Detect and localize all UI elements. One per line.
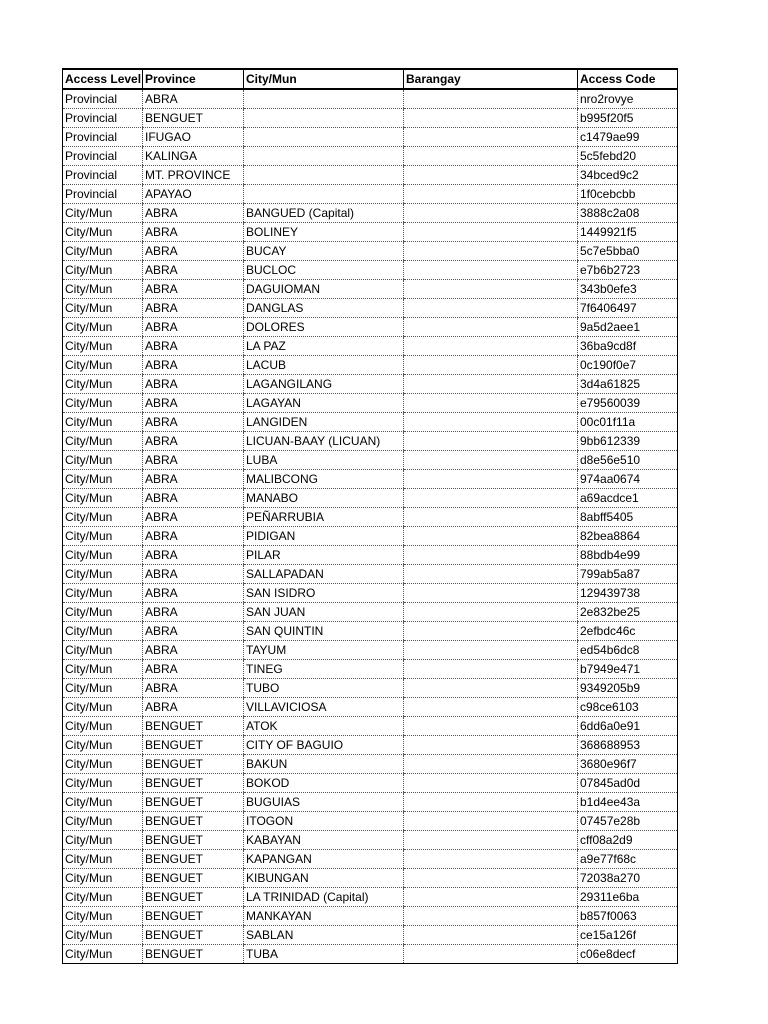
header-access-code: Access Code xyxy=(578,69,678,89)
cell-access-code: 36ba9cd8f xyxy=(578,337,678,356)
cell-barangay xyxy=(404,489,578,508)
table-row xyxy=(63,337,678,356)
cell-city-mun: BUCAY xyxy=(244,242,404,261)
table-row xyxy=(63,166,678,185)
cell-province: ABRA xyxy=(143,679,244,698)
header-province: Province xyxy=(143,69,244,89)
cell-access-code: 9349205b9 xyxy=(578,679,678,698)
cell-barangay xyxy=(404,907,578,926)
cell-barangay xyxy=(404,869,578,888)
cell-access-level: City/Mun xyxy=(63,584,143,603)
table-row xyxy=(63,831,678,850)
cell-access-level: City/Mun xyxy=(63,793,143,812)
cell-city-mun: SABLAN xyxy=(244,926,404,945)
cell-barangay xyxy=(404,641,578,660)
cell-access-code: ce15a126f xyxy=(578,926,678,945)
table-row xyxy=(63,527,678,546)
cell-access-code: a69acdce1 xyxy=(578,489,678,508)
cell-access-level: Provincial xyxy=(63,166,143,185)
cell-access-code: 07457e28b xyxy=(578,812,678,831)
cell-access-code: 7f6406497 xyxy=(578,299,678,318)
cell-access-level: City/Mun xyxy=(63,261,143,280)
cell-access-code: 72038a270 xyxy=(578,869,678,888)
cell-barangay xyxy=(404,356,578,375)
table-row xyxy=(63,622,678,641)
cell-access-code: b7949e471 xyxy=(578,660,678,679)
cell-barangay xyxy=(404,470,578,489)
cell-province: ABRA xyxy=(143,584,244,603)
table-row xyxy=(63,508,678,527)
cell-barangay xyxy=(404,337,578,356)
cell-access-code: 0c190f0e7 xyxy=(578,356,678,375)
table-row xyxy=(63,280,678,299)
cell-city-mun: BUCLOC xyxy=(244,261,404,280)
cell-city-mun: TUBO xyxy=(244,679,404,698)
cell-barangay xyxy=(404,508,578,527)
cell-access-level: City/Mun xyxy=(63,318,143,337)
cell-province: BENGUET xyxy=(143,945,244,964)
cell-access-level: City/Mun xyxy=(63,204,143,223)
cell-access-code: ed54b6dc8 xyxy=(578,641,678,660)
cell-barangay xyxy=(404,926,578,945)
cell-access-level: Provincial xyxy=(63,147,143,166)
cell-province: ABRA xyxy=(143,603,244,622)
cell-province: ABRA xyxy=(143,622,244,641)
table-row xyxy=(63,299,678,318)
table-row xyxy=(63,375,678,394)
cell-access-level: City/Mun xyxy=(63,641,143,660)
cell-access-code: e79560039 xyxy=(578,394,678,413)
cell-province: ABRA xyxy=(143,508,244,527)
cell-city-mun: LACUB xyxy=(244,356,404,375)
cell-province: ABRA xyxy=(143,451,244,470)
cell-access-code: 2efbdc46c xyxy=(578,622,678,641)
table-row xyxy=(63,736,678,755)
cell-barangay xyxy=(404,299,578,318)
cell-access-code: c1479ae99 xyxy=(578,128,678,147)
cell-city-mun: LAGANGILANG xyxy=(244,375,404,394)
cell-access-code: c98ce6103 xyxy=(578,698,678,717)
cell-province: BENGUET xyxy=(143,831,244,850)
cell-province: ABRA xyxy=(143,299,244,318)
cell-access-level: City/Mun xyxy=(63,565,143,584)
cell-access-level: City/Mun xyxy=(63,831,143,850)
cell-city-mun: BOKOD xyxy=(244,774,404,793)
cell-access-code: 974aa0674 xyxy=(578,470,678,489)
cell-city-mun: DOLORES xyxy=(244,318,404,337)
cell-access-level: City/Mun xyxy=(63,926,143,945)
cell-city-mun: ATOK xyxy=(244,717,404,736)
cell-access-level: Provincial xyxy=(63,109,143,128)
cell-province: ABRA xyxy=(143,318,244,337)
table-row xyxy=(63,185,678,204)
table-row xyxy=(63,128,678,147)
cell-province: BENGUET xyxy=(143,717,244,736)
table-row xyxy=(63,546,678,565)
cell-city-mun: LA PAZ xyxy=(244,337,404,356)
cell-access-level: City/Mun xyxy=(63,451,143,470)
cell-access-code: b995f20f5 xyxy=(578,109,678,128)
table-row xyxy=(63,242,678,261)
table-row xyxy=(63,89,678,109)
cell-city-mun: TINEG xyxy=(244,660,404,679)
cell-city-mun: BUGUIAS xyxy=(244,793,404,812)
cell-access-level: City/Mun xyxy=(63,812,143,831)
cell-access-code: 82bea8864 xyxy=(578,527,678,546)
table-row xyxy=(63,223,678,242)
cell-barangay xyxy=(404,622,578,641)
header-city-mun: City/Mun xyxy=(244,69,404,89)
cell-city-mun: LANGIDEN xyxy=(244,413,404,432)
cell-access-level: Provincial xyxy=(63,89,143,109)
cell-access-code: 3d4a61825 xyxy=(578,375,678,394)
cell-barangay xyxy=(404,565,578,584)
access-code-table xyxy=(62,68,678,964)
cell-access-level: City/Mun xyxy=(63,280,143,299)
cell-access-code: 129439738 xyxy=(578,584,678,603)
cell-city-mun: LUBA xyxy=(244,451,404,470)
table-row xyxy=(63,204,678,223)
header-barangay: Barangay xyxy=(404,69,578,89)
cell-access-code: e7b6b2723 xyxy=(578,261,678,280)
cell-access-level: Provincial xyxy=(63,185,143,204)
cell-access-code: 1f0cebcbb xyxy=(578,185,678,204)
cell-access-level: City/Mun xyxy=(63,755,143,774)
table-row xyxy=(63,698,678,717)
table-row xyxy=(63,565,678,584)
cell-barangay xyxy=(404,147,578,166)
cell-barangay xyxy=(404,242,578,261)
cell-barangay xyxy=(404,109,578,128)
cell-province: ABRA xyxy=(143,660,244,679)
cell-province: BENGUET xyxy=(143,869,244,888)
cell-city-mun: DAGUIOMAN xyxy=(244,280,404,299)
table-row xyxy=(63,470,678,489)
cell-city-mun: BAKUN xyxy=(244,755,404,774)
cell-city-mun: PILAR xyxy=(244,546,404,565)
cell-access-code: 799ab5a87 xyxy=(578,565,678,584)
cell-access-code: 2e832be25 xyxy=(578,603,678,622)
cell-access-code: nro2rovye xyxy=(578,89,678,109)
cell-city-mun: TUBA xyxy=(244,945,404,964)
cell-access-level: City/Mun xyxy=(63,698,143,717)
cell-province: ABRA xyxy=(143,242,244,261)
cell-province: ABRA xyxy=(143,641,244,660)
cell-province: ABRA xyxy=(143,375,244,394)
cell-barangay xyxy=(404,128,578,147)
cell-access-code: a9e77f68c xyxy=(578,850,678,869)
table-row xyxy=(63,945,678,964)
cell-access-level: City/Mun xyxy=(63,413,143,432)
table-row xyxy=(63,907,678,926)
table-row xyxy=(63,584,678,603)
cell-barangay xyxy=(404,89,578,109)
cell-province: ABRA xyxy=(143,527,244,546)
cell-city-mun: MANKAYAN xyxy=(244,907,404,926)
cell-access-level: City/Mun xyxy=(63,394,143,413)
cell-barangay xyxy=(404,812,578,831)
cell-access-code: c06e8decf xyxy=(578,945,678,964)
table-row xyxy=(63,888,678,907)
cell-access-code: 3680e96f7 xyxy=(578,755,678,774)
cell-province: ABRA xyxy=(143,337,244,356)
cell-city-mun: LAGAYAN xyxy=(244,394,404,413)
cell-access-code: b857f0063 xyxy=(578,907,678,926)
cell-city-mun: SAN ISIDRO xyxy=(244,584,404,603)
cell-barangay xyxy=(404,261,578,280)
cell-access-level: City/Mun xyxy=(63,622,143,641)
cell-access-level: City/Mun xyxy=(63,907,143,926)
cell-city-mun: SAN JUAN xyxy=(244,603,404,622)
cell-city-mun: KABAYAN xyxy=(244,831,404,850)
cell-access-level: City/Mun xyxy=(63,717,143,736)
cell-city-mun xyxy=(244,185,404,204)
cell-access-code: 1449921f5 xyxy=(578,223,678,242)
cell-province: ABRA xyxy=(143,565,244,584)
cell-access-level: City/Mun xyxy=(63,679,143,698)
header-row xyxy=(63,69,678,89)
cell-access-level: City/Mun xyxy=(63,242,143,261)
cell-barangay xyxy=(404,774,578,793)
cell-city-mun: BOLINEY xyxy=(244,223,404,242)
cell-province: BENGUET xyxy=(143,907,244,926)
table-row xyxy=(63,850,678,869)
cell-access-level: City/Mun xyxy=(63,888,143,907)
header-access-level: Access Level xyxy=(63,69,143,89)
cell-city-mun: SALLAPADAN xyxy=(244,565,404,584)
cell-city-mun: KIBUNGAN xyxy=(244,869,404,888)
cell-barangay xyxy=(404,223,578,242)
table-row xyxy=(63,812,678,831)
cell-barangay xyxy=(404,888,578,907)
cell-province: MT. PROVINCE xyxy=(143,166,244,185)
table-row xyxy=(63,641,678,660)
cell-barangay xyxy=(404,451,578,470)
table-row xyxy=(63,451,678,470)
cell-province: ABRA xyxy=(143,261,244,280)
cell-barangay xyxy=(404,204,578,223)
cell-access-code: 29311e6ba xyxy=(578,888,678,907)
cell-access-level: City/Mun xyxy=(63,337,143,356)
cell-province: BENGUET xyxy=(143,812,244,831)
cell-province: BENGUET xyxy=(143,109,244,128)
cell-province: ABRA xyxy=(143,394,244,413)
cell-province: BENGUET xyxy=(143,793,244,812)
cell-access-code: 3888c2a08 xyxy=(578,204,678,223)
cell-province: BENGUET xyxy=(143,888,244,907)
cell-access-level: City/Mun xyxy=(63,432,143,451)
cell-access-code: 5c5febd20 xyxy=(578,147,678,166)
cell-province: ABRA xyxy=(143,413,244,432)
table-row xyxy=(63,717,678,736)
cell-access-code: b1d4ee43a xyxy=(578,793,678,812)
table-row xyxy=(63,432,678,451)
cell-access-code: d8e56e510 xyxy=(578,451,678,470)
cell-access-level: City/Mun xyxy=(63,546,143,565)
cell-city-mun: ITOGON xyxy=(244,812,404,831)
cell-city-mun: MALIBCONG xyxy=(244,470,404,489)
cell-province: KALINGA xyxy=(143,147,244,166)
cell-access-code: 368688953 xyxy=(578,736,678,755)
cell-province: APAYAO xyxy=(143,185,244,204)
table-row xyxy=(63,603,678,622)
cell-access-level: City/Mun xyxy=(63,375,143,394)
cell-barangay xyxy=(404,793,578,812)
cell-barangay xyxy=(404,603,578,622)
cell-province: IFUGAO xyxy=(143,128,244,147)
table-row xyxy=(63,147,678,166)
cell-access-level: City/Mun xyxy=(63,660,143,679)
table-row xyxy=(63,774,678,793)
cell-province: ABRA xyxy=(143,223,244,242)
cell-city-mun xyxy=(244,147,404,166)
cell-city-mun: DANGLAS xyxy=(244,299,404,318)
cell-access-level: City/Mun xyxy=(63,223,143,242)
cell-barangay xyxy=(404,679,578,698)
cell-access-level: City/Mun xyxy=(63,736,143,755)
cell-province: BENGUET xyxy=(143,774,244,793)
table-row xyxy=(63,318,678,337)
table-row xyxy=(63,755,678,774)
cell-barangay xyxy=(404,755,578,774)
cell-province: BENGUET xyxy=(143,850,244,869)
table-row xyxy=(63,394,678,413)
cell-barangay xyxy=(404,850,578,869)
cell-city-mun: LICUAN-BAAY (LICUAN) xyxy=(244,432,404,451)
table-row xyxy=(63,679,678,698)
table-row xyxy=(63,793,678,812)
cell-access-level: City/Mun xyxy=(63,489,143,508)
cell-barangay xyxy=(404,318,578,337)
cell-city-mun: VILLAVICIOSA xyxy=(244,698,404,717)
cell-barangay xyxy=(404,831,578,850)
cell-access-code: 343b0efe3 xyxy=(578,280,678,299)
table-row xyxy=(63,109,678,128)
cell-access-code: 07845ad0d xyxy=(578,774,678,793)
cell-city-mun xyxy=(244,89,404,109)
cell-city-mun: LA TRINIDAD (Capital) xyxy=(244,888,404,907)
cell-province: ABRA xyxy=(143,432,244,451)
cell-barangay xyxy=(404,660,578,679)
cell-province: ABRA xyxy=(143,204,244,223)
cell-barangay xyxy=(404,584,578,603)
cell-access-level: City/Mun xyxy=(63,850,143,869)
cell-barangay xyxy=(404,546,578,565)
cell-barangay xyxy=(404,717,578,736)
access-code-sheet xyxy=(62,68,677,964)
cell-city-mun xyxy=(244,109,404,128)
cell-access-code: 6dd6a0e91 xyxy=(578,717,678,736)
cell-barangay xyxy=(404,166,578,185)
cell-access-code: 9bb612339 xyxy=(578,432,678,451)
table-body xyxy=(63,89,678,964)
cell-city-mun: SAN QUINTIN xyxy=(244,622,404,641)
cell-access-code: 34bced9c2 xyxy=(578,166,678,185)
cell-barangay xyxy=(404,413,578,432)
cell-access-code: 8abff5405 xyxy=(578,508,678,527)
cell-province: ABRA xyxy=(143,546,244,565)
cell-city-mun: PIDIGAN xyxy=(244,527,404,546)
cell-access-level: City/Mun xyxy=(63,356,143,375)
cell-province: ABRA xyxy=(143,280,244,299)
cell-barangay xyxy=(404,394,578,413)
cell-barangay xyxy=(404,375,578,394)
cell-province: BENGUET xyxy=(143,926,244,945)
cell-province: ABRA xyxy=(143,489,244,508)
cell-city-mun: MANABO xyxy=(244,489,404,508)
table-row xyxy=(63,869,678,888)
table-row xyxy=(63,413,678,432)
cell-access-level: Provincial xyxy=(63,128,143,147)
cell-city-mun xyxy=(244,166,404,185)
cell-barangay xyxy=(404,736,578,755)
cell-barangay xyxy=(404,527,578,546)
cell-province: ABRA xyxy=(143,89,244,109)
cell-access-code: 88bdb4e99 xyxy=(578,546,678,565)
cell-access-code: 00c01f11a xyxy=(578,413,678,432)
cell-barangay xyxy=(404,280,578,299)
cell-access-level: City/Mun xyxy=(63,527,143,546)
cell-barangay xyxy=(404,432,578,451)
cell-city-mun: CITY OF BAGUIO xyxy=(244,736,404,755)
table-row xyxy=(63,660,678,679)
cell-province: ABRA xyxy=(143,470,244,489)
cell-city-mun xyxy=(244,128,404,147)
cell-province: ABRA xyxy=(143,356,244,375)
table-row xyxy=(63,489,678,508)
cell-barangay xyxy=(404,698,578,717)
cell-access-level: City/Mun xyxy=(63,470,143,489)
cell-access-code: 5c7e5bba0 xyxy=(578,242,678,261)
cell-access-level: City/Mun xyxy=(63,774,143,793)
cell-province: BENGUET xyxy=(143,736,244,755)
cell-province: ABRA xyxy=(143,698,244,717)
cell-barangay xyxy=(404,185,578,204)
table-row xyxy=(63,261,678,280)
cell-city-mun: TAYUM xyxy=(244,641,404,660)
cell-city-mun: BANGUED (Capital) xyxy=(244,204,404,223)
cell-access-level: City/Mun xyxy=(63,299,143,318)
table-row xyxy=(63,926,678,945)
cell-city-mun: KAPANGAN xyxy=(244,850,404,869)
cell-barangay xyxy=(404,945,578,964)
cell-province: BENGUET xyxy=(143,755,244,774)
cell-access-level: City/Mun xyxy=(63,945,143,964)
cell-access-level: City/Mun xyxy=(63,603,143,622)
cell-city-mun: PEÑARRUBIA xyxy=(244,508,404,527)
cell-access-code: cff08a2d9 xyxy=(578,831,678,850)
table-row xyxy=(63,356,678,375)
cell-access-level: City/Mun xyxy=(63,508,143,527)
cell-access-level: City/Mun xyxy=(63,869,143,888)
cell-access-code: 9a5d2aee1 xyxy=(578,318,678,337)
